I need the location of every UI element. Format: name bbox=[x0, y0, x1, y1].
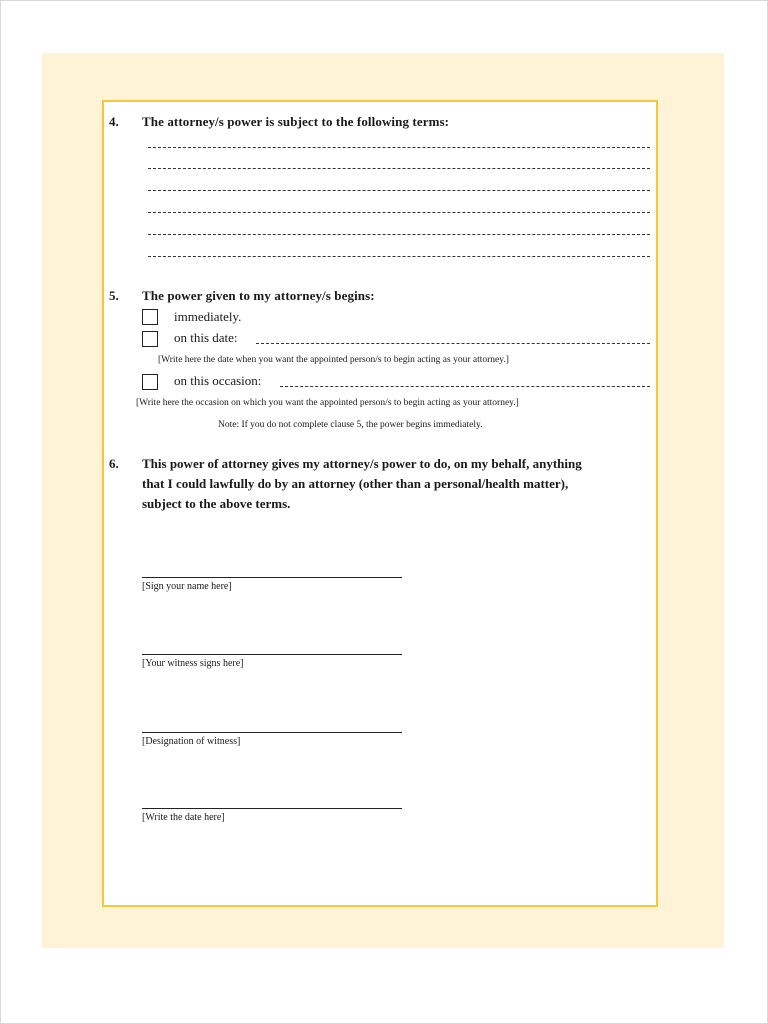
terms-line-6[interactable] bbox=[148, 256, 650, 257]
terms-line-4[interactable] bbox=[148, 212, 650, 213]
immediately-label: immediately. bbox=[174, 309, 242, 324]
clause-4-heading: The attorney/s power is subject to the following terms: bbox=[142, 114, 450, 129]
clause-6-line-3: subject to the above terms. bbox=[142, 496, 291, 511]
on-date-label: on this date: bbox=[174, 330, 238, 345]
date-line[interactable] bbox=[142, 808, 402, 809]
clause-6-line-1: This power of attorney gives my attorney/s power to do, on my behalf, anything bbox=[142, 456, 582, 471]
terms-line-2[interactable] bbox=[148, 168, 650, 169]
signature-name-label: [Sign your name here] bbox=[142, 581, 232, 592]
on-occasion-checkbox[interactable] bbox=[142, 374, 158, 390]
witness-signature-label: [Your witness signs here] bbox=[142, 658, 244, 669]
clause-4-number: 4. bbox=[109, 114, 119, 129]
on-date-checkbox[interactable] bbox=[142, 331, 158, 347]
terms-line-5[interactable] bbox=[148, 234, 650, 235]
signature-name-line[interactable] bbox=[142, 577, 402, 578]
witness-designation-label: [Designation of witness] bbox=[142, 736, 241, 747]
witness-signature-line[interactable] bbox=[142, 654, 402, 655]
document-page bbox=[102, 100, 658, 907]
witness-designation-line[interactable] bbox=[142, 732, 402, 733]
clause-5-note: Note: If you do not complete clause 5, the power begins immediately. bbox=[218, 420, 483, 430]
clause-5-heading: The power given to my attorney/s begins: bbox=[142, 288, 375, 303]
date-input-line[interactable] bbox=[256, 343, 650, 344]
date-note: [Write here the date when you want the appointed person/s to begin acting as your attorney.] bbox=[158, 355, 509, 365]
occasion-note: [Write here the occasion on which you want the appointed person/s to begin acting as your attorney.] bbox=[136, 398, 519, 408]
clause-5-number: 5. bbox=[109, 288, 119, 303]
terms-line-3[interactable] bbox=[148, 190, 650, 191]
immediately-checkbox[interactable] bbox=[142, 309, 158, 325]
on-occasion-label: on this occasion: bbox=[174, 373, 262, 388]
occasion-input-line[interactable] bbox=[280, 386, 650, 387]
terms-line-1[interactable] bbox=[148, 147, 650, 148]
clause-6-number: 6. bbox=[109, 456, 119, 471]
clause-6-line-2: that I could lawfully do by an attorney (other than a personal/health matter), bbox=[142, 476, 569, 491]
date-label: [Write the date here] bbox=[142, 812, 225, 823]
